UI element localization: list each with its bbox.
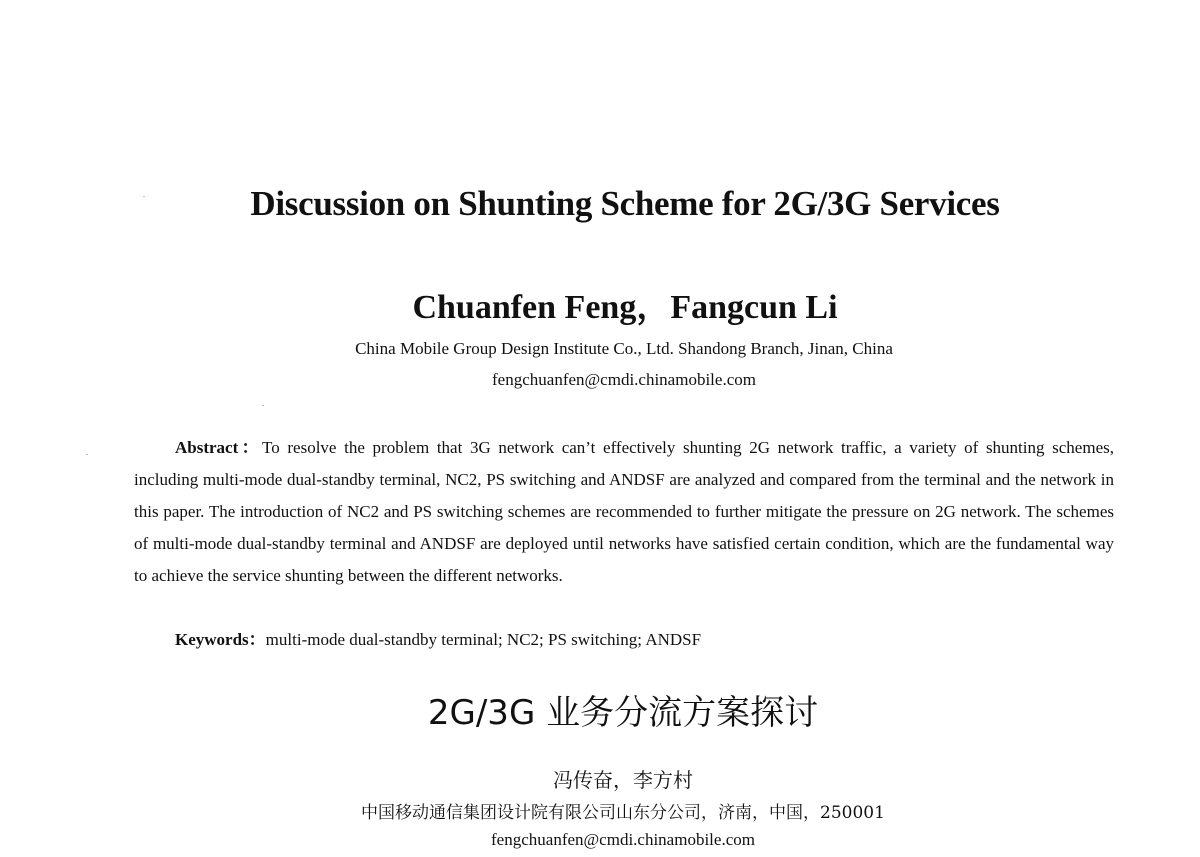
abstract-text: To resolve the problem that 3G network can’t effectively shunting 2G network traffic, a variety of shunting schemes, including multi-mode dual-standby terminal, NC2, PS switching and ANDSF are analyzed and compared from the terminal and the network in this paper. The introduction of NC2 and PS switching schemes are recommended to further mitigate the pressure on 2G network. The schemes of multi-mode dual-standby terminal and ANDSF are deployed until networks have satisfied certain condition, which are the fundamental way to achieve the service shunting between the different networks. [134,438,1114,585]
keywords-label: Keywords： [175,630,266,649]
keywords-line [175,624,1115,656]
scan-speck [86,454,88,455]
abstract-paragraph [134,432,1114,592]
affiliation-chinese: 中国移动通信集团设计院有限公司山东分公司，济南，中国，250001 [361,803,885,823]
email-chinese: fengchuanfen@cmdi.chinamobile.com [491,830,755,849]
email-english: fengchuanfen@cmdi.chinamobile.com [492,370,756,389]
affiliation-english: China Mobile Group Design Institute Co., Ltd. Shandong Branch, Jinan, China [355,339,893,358]
paper-title-english: Discussion on Shunting Scheme for 2G/3G Services [250,184,1000,223]
keywords-text: multi-mode dual-standby terminal; NC2; PS switching; ANDSF [265,630,702,649]
author-names-english: Chuanfen Feng，Fangcun Li [412,289,838,326]
paper-title-chinese: 2G/3G 业务分流方案探讨 [427,693,819,733]
scan-speck [262,405,264,406]
author-names-chinese: 冯传奋，李方村 [553,768,693,792]
abstract-label: Abstract： [175,438,263,457]
